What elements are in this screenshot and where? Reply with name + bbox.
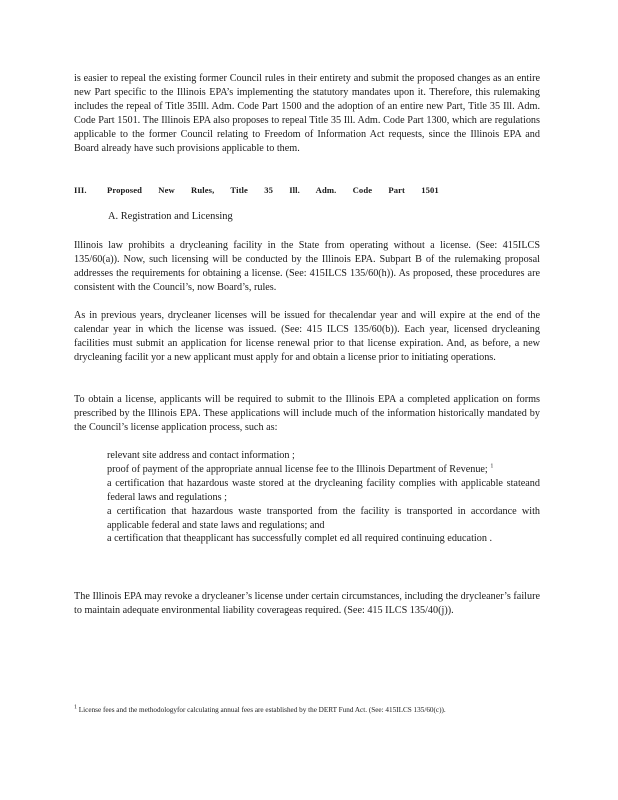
list-item-text: a certification that theapplicant has successfully complet ed all required continuing education . — [107, 533, 493, 545]
paragraph-repeal: is easier to repeal the existing former Council rules in their entirety and submit the proposed changes as an entire new Part specific to the Illinois EPA’s implementing the statutory mandates upon it. Therefore, this rulemaking includes the repeal of Title 35Ill. Adm. Code Part 1500 and the adoption of an entire new Part, Title 35 Ill. Adm. Code Part 1501. The Illinois EPA also proposes to repeal Title 35 Ill. Adm. Code Part 1300, which are regulations applicable to the former Council relating to Freedom of Information Act requests, since the Illinois EPA and Board already have such provisions applicable to them. — [74, 73, 540, 154]
footnote-marker: 1 — [74, 704, 77, 711]
list-item-text: a certification that hazardous waste transported from the facility is transported in accordance with applicable federal and state laws and regulations; and — [107, 505, 540, 531]
footnote — [74, 705, 534, 717]
paragraph-license-term: As in previous years, drycleaner licenses will be issued for thecalendar year and will expire at the end of the calendar year in which the license was issued. (See: 415 ILCS 135/60(b)). Each year, licensed drycleaning facilities must submit an application for license renewal prior to that license expiration. And, as before, a new drycleaning facilit yor a new applicant must apply for and obtain a license prior to initiating operations. — [74, 310, 540, 363]
subheading-registration: A. Registration and Licensing — [108, 211, 233, 222]
list-item — [74, 449, 540, 463]
list-item — [74, 532, 540, 546]
footnote-text: License fees and the methodologyfor calculating annual fees are established by the DERT Fund Act. (See: 415ILCS 135/60(c)). — [78, 706, 446, 714]
section-heading — [74, 185, 439, 195]
bullet-icon — [74, 463, 107, 477]
list-item — [74, 463, 540, 477]
list-item-text: proof of payment of the appropriate annual license fee to the Illinois Department of Revenue; $^1$ — [107, 463, 494, 475]
list-item-text: a certification that hazardous waste stored at the drycleaning facility complies with applicable stateand federal laws and regulations ; — [107, 477, 540, 503]
paragraph-revocation: The Illinois EPA may revoke a drycleaner’s license under certain circumstances, including the drycleaner’s failure to maintain adequate environmental liability coverageas required. (See: 415 ILCS 135/40(j)). — [74, 591, 540, 616]
paragraph-application: To obtain a license, applicants will be required to submit to the Illinois EPA a completed application on forms prescribed by the Illinois EPA. These applications will include much of the information historically mandated by the Council’s license application process, such as: — [74, 394, 540, 433]
requirements-list — [74, 449, 540, 546]
section-number: III. — [74, 185, 87, 195]
section-title: Proposed New Rules, Title 35 Ill. Adm. Code Part 1501 — [107, 185, 439, 195]
list-item-text: relevant site address and contact information ; — [107, 450, 295, 461]
bullet-icon — [74, 505, 107, 533]
bullet-icon — [74, 532, 107, 546]
bullet-icon — [74, 477, 107, 505]
paragraph-license-law: Illinois law prohibits a drycleaning facility in the State from operating without a license. (See: 415ILCS 135/60(a)). Now, such licensing will be conducted by the Illinois EPA. Subpart B of the rulemaking proposal addresses the requirements for obtaining a license. (See: 415ILCS 135/60(h)). As proposed, these procedures are consistent with the Council’s, now Board’s, rules. — [74, 240, 540, 293]
list-item — [74, 505, 540, 533]
list-item — [74, 477, 540, 505]
footnote-reference[interactable]: 1 — [490, 463, 494, 470]
bullet-icon — [74, 449, 107, 463]
